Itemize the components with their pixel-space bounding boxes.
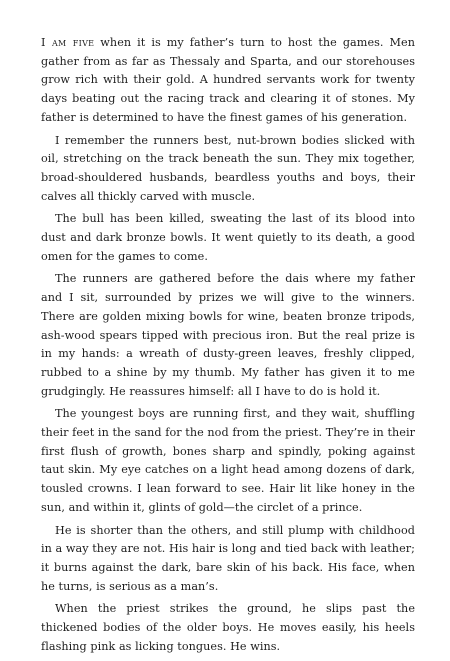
paragraph-1 — [41, 34, 415, 128]
paragraph-1-text: when it is my father’s turn to host the games. Men gather from as far as Thessaly and Sparta, and our storehouses grow rich with their gold. A hundred servants work for twenty days beating out the racing track and clearing it of stones. My father is determined to have the finest games of his generation. — [41, 36, 415, 124]
opening-words: I am five — [41, 36, 95, 49]
paragraph-3: The bull has been killed, sweating the last of its blood into dust and dark bronze bowls. It went quietly to its death, a good omen for the games to come. — [41, 212, 415, 263]
paragraph-4: The runners are gathered before the dais where my father and I sit, surrounded by prizes we will give to the winners. There are golden mixing bowls for wine, beaten bronze tripods, ash-wood spears tipped with precious iron. But the real prize is in my hands: a wreath of dusty-green leaves, freshly clipped, rubbed to a shine by my thumb. My father has given it to me grudgingly. He reassures himself: all I have to do is hold it. — [41, 272, 415, 398]
body-text — [41, 34, 415, 661]
paragraph-5: The youngest boys are running first, and they wait, shuffling their feet in the sand for the nod from the priest. They’re in their first flush of growth, bones sharp and spindly, poking against taut skin. My eye catches on a light head among dozens of dark, tousled crowns. I lean forward to see. Hair lit like honey in the sun, and within it, glints of gold—the circlet of a prince. — [41, 407, 415, 514]
paragraph-2: I remember the runners best, nut-brown bodies slicked with oil, stretching on the track beneath the sun. They mix together, broad-shouldered husbands, beardless youths and boys, their calves all thickly carved with muscle. — [41, 133, 415, 203]
paragraph-6: He is shorter than the others, and still plump with childhood in a way they are not. His hair is long and tied back with leather; it burns against the dark, bare skin of his back. His face, when he turns, is serious as a man’s. — [41, 523, 415, 593]
paragraph-7: When the priest strikes the ground, he slips past the thickened bodies of the older boys. He moves easily, his heels flashing pink as licking tongues. He wins. — [41, 602, 415, 653]
